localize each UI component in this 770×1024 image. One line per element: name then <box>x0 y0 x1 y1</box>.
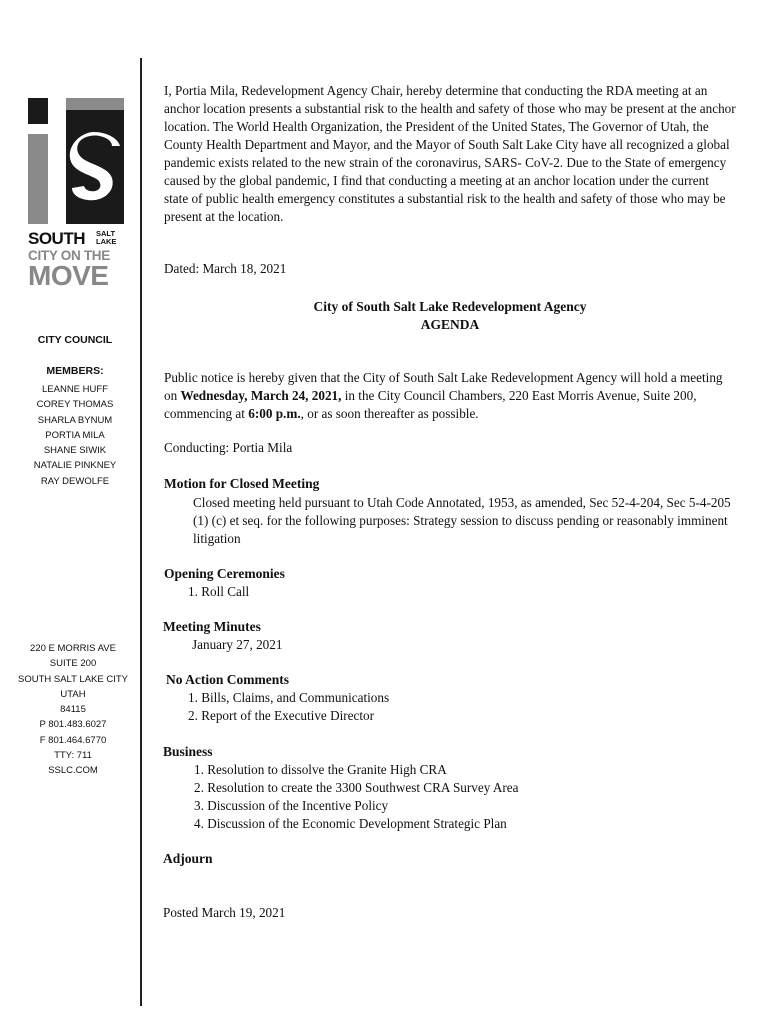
vertical-divider <box>140 58 142 1006</box>
members-heading: MEMBERS: <box>46 365 104 377</box>
fax-line: F 801.464.6770 <box>39 734 107 746</box>
minutes-date: January 27, 2021 <box>192 637 283 652</box>
declaration-paragraph: I, Portia Mila, Redevelopment Agency Chair, hereby determine that conducting the RDA meeting at an anchor location presents a substantial risk to the health and safety of those who may be present at the anchor location. The World Health Organization, the President of the United States, The Governor of Utah, the County Health Department and Mayor, and the Mayor of South Salt Lake City have all recognized a global pandemic exists related to the new strain of the coronavirus, SARS- CoV-2. Due to the State of emergency caused by the global pandemic, I find that conducting a meeting at an anchor location under the current state of public health emergency constitutes a substantial risk to the health and safety of those who may be present at the location. <box>164 83 736 224</box>
business-heading: Business <box>163 744 213 759</box>
business-item: 1. Resolution to dissolve the Granite High CRA <box>194 762 447 777</box>
tty-line: TTY: 711 <box>54 750 92 762</box>
posted-line: Posted March 19, 2021 <box>163 905 286 920</box>
member-name: LEANNE HUFF <box>42 384 108 395</box>
address-line: SUITE 200 <box>49 658 97 670</box>
public-notice <box>164 369 736 423</box>
conducting-line: Conducting: Portia Mila <box>164 440 293 455</box>
notice-text: Public notice is hereby given that the City of South Salt Lake Redevelopment Agency will hold a meeting on <box>164 370 723 403</box>
notice-date: Wednesday, March 24, 2021, <box>180 388 342 403</box>
no-action-heading: No Action Comments <box>166 672 289 687</box>
member-name: SHARLA BYNUM <box>37 414 113 426</box>
brand-salt-lake <box>96 230 116 246</box>
dated-line: Dated: March 18, 2021 <box>164 261 287 276</box>
notice-time: 6:00 p.m. <box>248 406 301 421</box>
brand-south: SOUTH <box>28 229 85 248</box>
notice-text: , or as soon thereafter as possible. <box>300 406 479 421</box>
phone-line: P 801.483.6027 <box>39 719 107 731</box>
closed-meeting-text: Closed meeting held pursuant to Utah Code Annotated, 1953, as amended, Sec 52-4-204, Sec 5-4-205 (1) (c) et seq. for the following purposes: Strategy session to discuss pending or reasonably imminent litigation <box>193 495 731 546</box>
no-action-item: 1. Bills, Claims, and Communications <box>188 690 390 705</box>
business-item: 3. Discussion of the Incentive Policy <box>194 798 389 813</box>
member-name: COREY THOMAS <box>36 399 114 411</box>
brand-city-on-the: CITY ON THE <box>28 248 110 263</box>
adjourn-heading: Adjourn <box>163 851 213 866</box>
is-logo-icon <box>28 98 124 228</box>
address-line: 220 E MORRIS AVE <box>30 643 116 654</box>
minutes-heading: Meeting Minutes <box>163 619 261 634</box>
closed-meeting-heading: Motion for Closed Meeting <box>164 476 320 491</box>
address-line: UTAH <box>60 688 86 700</box>
member-name: RAY DEWOLFE <box>40 475 110 487</box>
address-line: 84115 <box>60 704 86 716</box>
member-name: NATALIE PINKNEY <box>33 460 117 472</box>
brand-salt: SALT <box>96 229 116 238</box>
members-list <box>6 382 144 489</box>
agenda-title: City of South Salt Lake Redevelopment Agency <box>313 299 587 314</box>
city-council-heading: CITY COUNCIL <box>37 334 113 346</box>
opening-heading: Opening Ceremonies <box>164 566 285 581</box>
brand-lake: LAKE <box>96 237 117 246</box>
notice-text: in the City Council Chambers, 220 East Morris Avenue, Suite 200, commencing at <box>164 388 697 421</box>
opening-item: 1. Roll Call <box>188 584 250 599</box>
brand-move: MOVE <box>28 260 109 291</box>
business-item: 4. Discussion of the Economic Development Strategic Plan <box>194 816 507 831</box>
address-line: SOUTH SALT LAKE CITY <box>18 673 128 685</box>
member-name: SHANE SIWIK <box>43 445 107 457</box>
address-block <box>4 641 142 779</box>
sidebar <box>0 0 140 1024</box>
website-line: SSLC.COM <box>48 765 98 777</box>
agenda-subtitle: AGENDA <box>420 317 480 332</box>
business-item: 2. Resolution to create the 3300 Southwest CRA Survey Area <box>194 780 519 795</box>
no-action-item: 2. Report of the Executive Director <box>188 708 375 723</box>
member-name: PORTIA MILA <box>45 429 105 441</box>
